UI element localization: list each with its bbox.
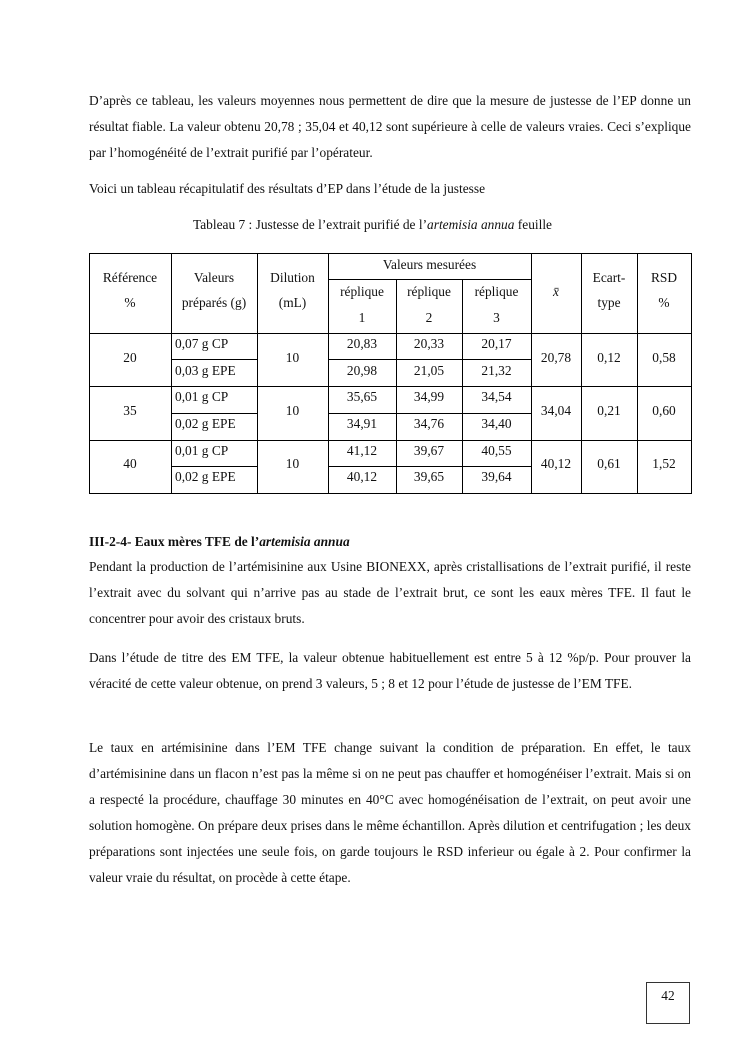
- row2-std-dev: 0,21: [597, 403, 621, 418]
- row3-epe: 0,02 g EPE: [175, 469, 236, 484]
- row1-epe-rep1: 20,98: [346, 363, 378, 378]
- section-paragraph-2: Dans l’étude de titre des EM TFE, la valeur obtenue habituellement est entre 5 à 12 %p/p. Pour prouver la véracité de cette valeur obtenue, on prend 3 valeurs, 5 ; 8 et 12 pour l’étude de justesse de l’EM TFE.: [89, 650, 691, 691]
- row1-rsd: 0,58: [652, 350, 676, 365]
- caption-suffix: feuille: [514, 217, 553, 232]
- header-dilution-unit: (mL): [278, 295, 307, 310]
- header-rsd-unit: %: [658, 295, 670, 310]
- header-std-dev: Ecart-: [592, 270, 626, 285]
- section-paragraph-1: Pendant la production de l’artémisinine aux Usine BIONEXX, après cristallisations de l’extrait purifié, il reste l’extrait avec du solvant qui n’arrive pas au stade de l’extrait brut, ce sont les eaux mères TFE. Il faut le concentrer pour avoir des cristaux bruts.: [89, 559, 691, 626]
- caption-prefix: Tableau 7 : Justesse de l’extrait purifié de l’: [192, 217, 428, 232]
- header-rsd: RSD: [650, 270, 678, 285]
- row1-epe-rep2: 21,05: [413, 363, 445, 378]
- row3-epe-rep1: 40,12: [346, 469, 378, 484]
- header-std-dev-2: type: [597, 295, 621, 310]
- row3-cp: 0,01 g CP: [175, 443, 229, 458]
- row1-epe: 0,03 g EPE: [175, 363, 236, 378]
- row2-epe-rep3: 34,40: [481, 416, 512, 431]
- row2-cp: 0,01 g CP: [175, 389, 229, 404]
- row1-cp: 0,07 g CP: [175, 336, 229, 351]
- header-prepared: Valeurs: [193, 270, 235, 285]
- row3-mean: 40,12: [540, 456, 572, 471]
- header-measured-values: Valeurs mesurées: [382, 257, 477, 272]
- row1-epe-rep3: 21,32: [481, 363, 512, 378]
- row3-std-dev: 0,61: [597, 456, 621, 471]
- header-reference: Référence: [102, 270, 158, 285]
- row2-epe-rep1: 34,91: [346, 416, 378, 431]
- row1-reference: 20: [123, 350, 137, 365]
- row1-mean: 20,78: [540, 350, 572, 365]
- section-heading-species: artemisia annua: [259, 534, 350, 549]
- header-replicate-3-number: 3: [493, 310, 500, 325]
- header-mean: x̄: [553, 284, 559, 299]
- row3-epe-rep3: 39,64: [481, 469, 512, 484]
- row1-std-dev: 0,12: [597, 350, 621, 365]
- row1-dilution: 10: [285, 350, 300, 365]
- row2-reference: 35: [123, 403, 137, 418]
- caption-species: artemisia annua: [427, 217, 515, 232]
- row3-epe-rep2: 39,65: [413, 469, 445, 484]
- header-replicate-1: réplique: [340, 284, 384, 299]
- header-reference-unit: %: [124, 295, 136, 310]
- row2-cp-rep2: 34,99: [413, 389, 445, 404]
- table-caption: [0, 215, 745, 235]
- header-replicate-1-number: 1: [358, 310, 366, 325]
- row1-cp-rep3: 20,17: [481, 336, 512, 351]
- row2-dilution: 10: [285, 403, 300, 418]
- row3-dilution: 10: [285, 456, 300, 471]
- header-replicate-2-number: 2: [425, 310, 433, 325]
- row2-rsd: 0,60: [652, 403, 676, 418]
- row1-cp-rep1: 20,83: [346, 336, 378, 351]
- section-heading: [89, 532, 350, 552]
- row2-cp-rep3: 34,54: [481, 389, 512, 404]
- header-replicate-2: réplique: [407, 284, 451, 299]
- accuracy-table: [89, 253, 692, 494]
- header-replicate-3: réplique: [474, 284, 519, 299]
- header-prepared-unit: préparés (g): [181, 295, 247, 310]
- row1-cp-rep2: 20,33: [413, 336, 445, 351]
- page-number: 42: [646, 982, 690, 1024]
- row2-mean: 34,04: [540, 403, 572, 418]
- intro-paragraph-1: D’après ce tableau, les valeurs moyennes nous permettent de dire que la mesure de justesse de l’EP donne un résultat fiable. La valeur obtenu 20,78 ; 35,04 et 40,12 sont supérieure à celle de valeurs vraies. Ceci s’explique par l’homogénéité de l’extrait purifié par l’opérateur.: [89, 93, 691, 160]
- row3-cp-rep3: 40,55: [481, 443, 512, 458]
- row2-epe: 0,02 g EPE: [175, 416, 236, 431]
- row2-cp-rep1: 35,65: [346, 389, 378, 404]
- section-paragraph-3: Le taux en artémisinine dans l’EM TFE change suivant la condition de préparation. En effet, le taux d’artémisinine dans un flacon n’est pas la même si on ne peut pas chauffer et homogénéiser l’extrait. Mais si on a respecté la procédure, chauffage 30 minutes en 40°C avec homogénéisation de l’extrait, on peut avoir une solution homogène. On prépare deux prises dans le même échantillon. Après dilution et centrifugation ; les deux préparations sont injectées une seule fois, on garde toujours le RSD inferieur ou égale à 2. Pour confirmer la valeur vraie du résultat, on procède à cette étape.: [89, 740, 691, 885]
- row3-cp-rep1: 41,12: [346, 443, 378, 458]
- intro-paragraph-2: Voici un tableau récapitulatif des résultats d’EP dans l’étude de la justesse: [89, 181, 486, 196]
- row3-reference: 40: [123, 456, 137, 471]
- header-dilution: Dilution: [270, 270, 315, 285]
- row3-cp-rep2: 39,67: [413, 443, 445, 458]
- section-heading-prefix: III-2-4- Eaux mères TFE de l’: [89, 534, 260, 549]
- row2-epe-rep2: 34,76: [413, 416, 445, 431]
- row3-rsd: 1,52: [652, 456, 676, 471]
